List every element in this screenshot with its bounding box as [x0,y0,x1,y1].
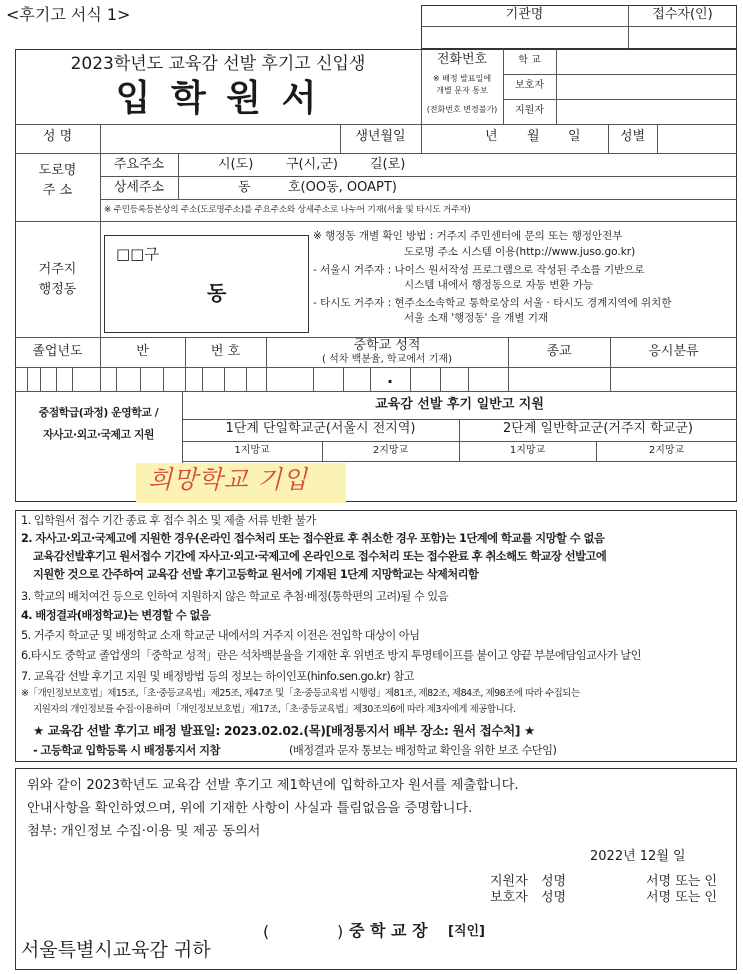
address-label-2: 주 소 [42,183,73,198]
detail-address-dong: 동 [238,180,251,195]
residence-label-2: 행정동 [38,282,77,297]
note-7: 7. 교육감 선발 후기고 지원 및 배정방법 등의 정보는 하이인포(hinfo.sen.go.kr) 참고 [21,670,414,683]
stage2-choice1-label: 1지망교 [509,445,546,456]
form-title-line1: 2023학년도 교육감 선발 후기고 신입생 [70,54,366,74]
residence-note-4: 시스템 내에서 행정동으로 자동 변환 가능 [404,279,594,291]
religion-input[interactable] [512,369,607,389]
stage1-label: 1단계 단일학교군(서울시 전지역) [225,421,416,436]
addressee: 서울특별시교육감 귀하 [21,939,211,961]
privacy-note-2: 지원자의 개인정보를 수집·이용하며「개인정보보호법」제17조,「초·중등교육법」제30조의6에 따라 제3자에게 제공합니다. [33,704,516,715]
name-label: 성 명 [42,129,73,144]
school-name-input[interactable] [275,920,335,944]
detail-address-label: 상세주소 [113,180,165,195]
guardian-phone-input[interactable] [558,76,734,98]
declaration-line-2: 안내사항을 확인하였으며, 위에 기재한 사항이 사실과 틀림없음을 증명합니다. [27,801,473,816]
birth-year-unit: 년 [485,129,498,144]
agency-name-input[interactable] [424,28,624,47]
phone-row-school: 학 교 [518,55,541,66]
stage1-choice2-label: 2지망교 [372,445,409,456]
gender-label: 성별 [619,129,646,144]
exam-category-input[interactable] [614,369,734,389]
attachment-line: 첨부: 개인정보 수집·이용 및 제공 동의서 [27,824,261,839]
agency-name-label: 기관명 [505,7,544,22]
stage2-choice2-label: 2지망교 [648,445,685,456]
birth-label: 생년월일 [355,129,406,144]
stage1-choice1-label: 1지망교 [234,445,270,456]
application-date: 2022년 12월 일 [590,849,686,864]
gender-input[interactable] [660,127,734,150]
phone-row-guardian: 보호자 [515,80,544,91]
declaration-line-1: 위와 같이 2023학년도 교육감 선발 후기고 제1학년에 입학하고자 원서를 제출합니다. [27,778,519,793]
phone-note-3: (전화번호 변경불가) [426,105,498,114]
address-note: ※ 주민등록등본상의 주소(도로명주소)를 주요주소와 상세주소로 나누어 기재(서울 및 타시도 거주자) [104,205,471,215]
number-label: 번 호 [210,344,241,359]
note-5: 5. 거주지 학교군 및 배정학교 소재 학교군 내에서의 거주지 이전은 전입학 대상이 아님 [21,629,420,642]
stage2-choice2-input[interactable] [599,464,734,499]
receipt-no-label: 접수자(인) [652,7,713,22]
note-1: 1. 입학원서 접수 기간 종료 후 접수 취소 및 제출 서류 반환 불가 [21,514,316,527]
grades-label: 중학교 성적 [353,338,421,353]
grades-sublabel: ( 석차 백분율, 학교에서 기재) [322,354,452,365]
school-name-close-paren: ) [337,922,344,941]
applicant-name-input[interactable] [103,127,337,150]
choice-left-label-2: 자사고·외고·국제고 지원 [42,428,155,441]
residence-note-3: - 서울시 거주자 : 나이스 원서작성 프로그램으로 작성된 주소를 기반으로 [313,264,645,276]
residence-note-2: 도로명 주소 시스템 이용(http://www.juso.go.kr) [404,246,636,258]
residence-note-6: 서울 소재 '행정동' 을 개별 기재 [404,312,549,324]
signer-applicant-role: 지원자 [490,874,528,889]
grades-decimal-point: · [387,372,394,391]
registration-sub-note: (배정결과 문자 통보는 배정학교 확인을 위한 보조 수단임) [289,744,557,757]
choice-header: 교육감 선발 후기 일반고 지원 [375,397,544,412]
residence-gu: □□구 [116,245,159,263]
note-2-cont-2: 지원한 것으로 간주하여 교육감 선발 후기고등학교 원서에 기재된 1단계 지망학교는 삭제처리함 [33,568,479,581]
residence-dong: 동 [207,281,227,305]
signer-guardian-role: 보호자 [490,890,528,905]
choice-left-label-1: 중점학급(과정) 운영학교 / [38,406,159,419]
note-4: 4. 배정결과(배정학교)는 변경할 수 없음 [21,609,211,622]
phone-note-1: ※ 배정 발표일에 [432,74,492,83]
phone-row-applicant: 지원자 [515,105,544,116]
signer-guardian-name-label: 성명 [541,890,567,905]
residence-label-1: 거주지 [38,262,77,277]
privacy-note-1: ※「개인정보보호법」제15조,「초·중등교육법」제25조, 제47조 및「초·중등교육법 시행령」제81조, 제82조, 제84조, 제98조에 따라 수집되는 [21,688,580,699]
stage2-label: 2단계 일반학교군(거주지 학교군) [503,421,693,436]
grad-year-label: 졸업년도 [32,344,83,359]
phone-label: 전화번호 [436,52,488,67]
birth-month-unit: 월 [527,129,540,144]
school-phone-input[interactable] [558,51,734,73]
form-title: 입 학 원 서 [115,78,321,119]
note-2: 2. 자사고·외고·국제고에 지원한 경우(온라인 접수처리 또는 접수완료 후 취소한 경우 포함)는 1단계에 학교를 지망할 수 없음 [21,532,605,545]
receipt-no-input[interactable] [631,28,733,47]
detail-address-ho: 호(OO동, OOAPT) [288,180,397,195]
class-label: 반 [136,344,149,359]
principal-label: 중 학 교 장 [349,921,428,940]
main-address-si: 시(도) [218,157,254,172]
handwritten-note: 희망학교 기입 [148,465,308,494]
residence-note-5: - 타시도 거주자 : 현주소소속학교 통학로상의 서울 · 타시도 경계지역에 위치한 [313,297,672,309]
school-name-open-paren: ( [263,922,270,941]
phone-note-2: 개별 문자 통보 [436,86,488,95]
note-3: 3. 학교의 배치여건 등으로 인하여 지원하지 않은 학교로 추첨·배정(통학편의 고려)될 수 있음 [21,590,448,603]
main-address-gil: 길(로) [370,157,406,172]
main-address-gu: 구(시,군) [286,157,338,172]
stage2-choice1-input[interactable] [462,464,593,499]
residence-note-1: ※ 행정동 개별 확인 방법 : 거주지 주민센터에 문의 또는 행정안전부 [313,230,623,242]
registration-note: - 고등학교 입학등록 시 배정통지서 지참 [33,744,220,757]
form-label: <후기고 서식 1> [6,5,131,24]
exam-category-label: 응시분류 [648,344,699,359]
announcement-date: ★ 교육감 선발 후기고 배정 발표일: 2023.02.02.(목)[배정통지서 배부 장소: 원서 접수처] ★ [33,723,535,738]
signer-guardian-sign: 서명 또는 인 [646,890,718,905]
birth-day-unit: 일 [568,129,581,144]
main-address-label: 주요주소 [113,157,165,172]
official-seal-label: [직인] [448,924,485,939]
signer-applicant-sign: 서명 또는 인 [646,874,718,889]
note-2-cont-1: 교육감선발후기고 원서접수 기간에 자사고·외고·국제고에 온라인으로 접수처리 또는 접수완료 후 취소해도 학교장 선발고에 [33,550,607,563]
signer-applicant-name-label: 성명 [541,874,567,889]
address-label-1: 도로명 [38,163,77,178]
religion-label: 종교 [546,344,572,359]
note-6: 6.타시도 중학교 졸업생의「중학교 성적」란은 석차백분율을 기재한 후 위변조 방지 투명테이프를 붙이고 양끝 부분에담임교사가 날인 [21,649,641,662]
applicant-phone-input[interactable] [558,101,734,123]
